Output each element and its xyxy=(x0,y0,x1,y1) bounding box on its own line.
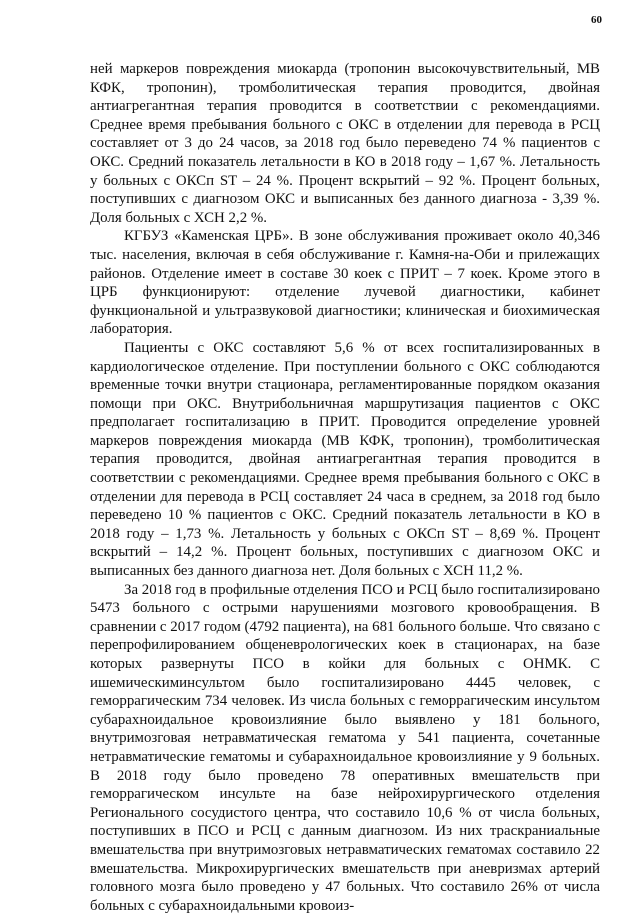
page-body xyxy=(90,60,600,915)
paragraph-continuation: ней маркеров повреждения миокарда (тропонин высокочувствительный, МВ КФК, тропонин), тромболитическая терапия проводится, двойная антиагрегантная терапия проводится в соответствии с рекомендациями. Среднее время пребывания больного с ОКС в отделении для перевода в РСЦ составляет от 3 до 24 часов, за 2018 год было переведено 74 % пациентов с ОКС. Средний показатель летальности в КО в 2018 году – 1,67 %. Летальность у больных с ОКСп ST – 24 %. Процент вскрытий – 92 %. Процент больных, поступивших с диагнозом ОКС и выписанных без данного диагноза - 3,39 %. Доля больных с ХСН 2,2 %. xyxy=(90,61,600,226)
paragraph-kamenskaya-crb: КГБУЗ «Каменская ЦРБ». В зоне обслуживания проживает около 40,346 тыс. населения, включая в себя обслуживание г. Камня-на-Оби и прилежащих районов. Отделение имеет в составе 30 коек с ПРИТ – 7 коек. Кроме этого в ЦРБ функционируют: отделение лучевой диагностики, кабинет функциональной и ультразвуковой диагностики; клиническая и биохимическая лаборатория. xyxy=(90,228,600,338)
paragraph-stroke-2018: За 2018 год в профильные отделения ПСО и РСЦ было госпитализировано 5473 больного с острыми нарушениями мозгового кровообращения. В сравнении с 2017 годом (4792 пациента), на 681 больного больше. Что связано с перепрофилированием общеневрологических коек в стационарах, на базе которых развернуты ПСО в койки для больных с ОНМК. С ишемическиминсультом было госпитализировано 4445 человек, с геморрагическим 734 человек. Из числа больных с геморрагическим инсультом субарахноидальное кровоизлияние было выявлено у 181 больного, внутримозговая нетравматическая гематома у 541 пациента, сочетанные нетравматические гематомы и субарахноидальное кровоизлияние у 9 больных. В 2018 году было проведено 78 оперативных вмешательств при геморрагическом инсульте на базе нейрохирургического отделения Регионального сосудистого центра, что составило 10,6 % от числа больных, поступивших в ПСО и РСЦ с данным диагнозом. Из них траскраниальные вмешательства при внутримозговых нетравматических гематомах составило 22 вмешательства. Микрохирургических вмешательств при аневризмах артерий головного мозга было проведено у 47 больных. Что составило 26% от числа больных с субарахноидальными кровоиз- xyxy=(90,581,600,914)
page-number: 60 xyxy=(591,14,602,26)
paragraph-oks-patients: Пациенты с ОКС составляют 5,6 % от всех госпитализированных в кардиологическое отделение. При поступлении больного с ОКС соблюдаются временные точки внутри стационара, регламентированные порядком оказания помощи при ОКС. Внутрибольничная маршрутизация пациентов с ОКС предполагает госпитализацию в ПРИТ. Проводится определение уровней маркеров повреждения миокарда (МВ КФК, тропонин), тромболитическая терапия проводится, двойная антиагрегантная терапия проводится в соответствии с рекомендациями. Среднее время пребывания больного с ОКС в отделении для перевода в РСЦ составляет 24 часа в среднем, за 2018 год было переведено 10 % пациентов с ОКС. Средний показатель летальности в КО в 2018 году – 1,73 %. Летальность у больных с ОКСп ST – 8,69 %. Процент вскрытий – 14,2 %. Процент больных, поступивших с диагнозом ОКС и выписанных без данного диагноза нет. Доля больных с ХСН 11,2 %. xyxy=(90,339,600,580)
